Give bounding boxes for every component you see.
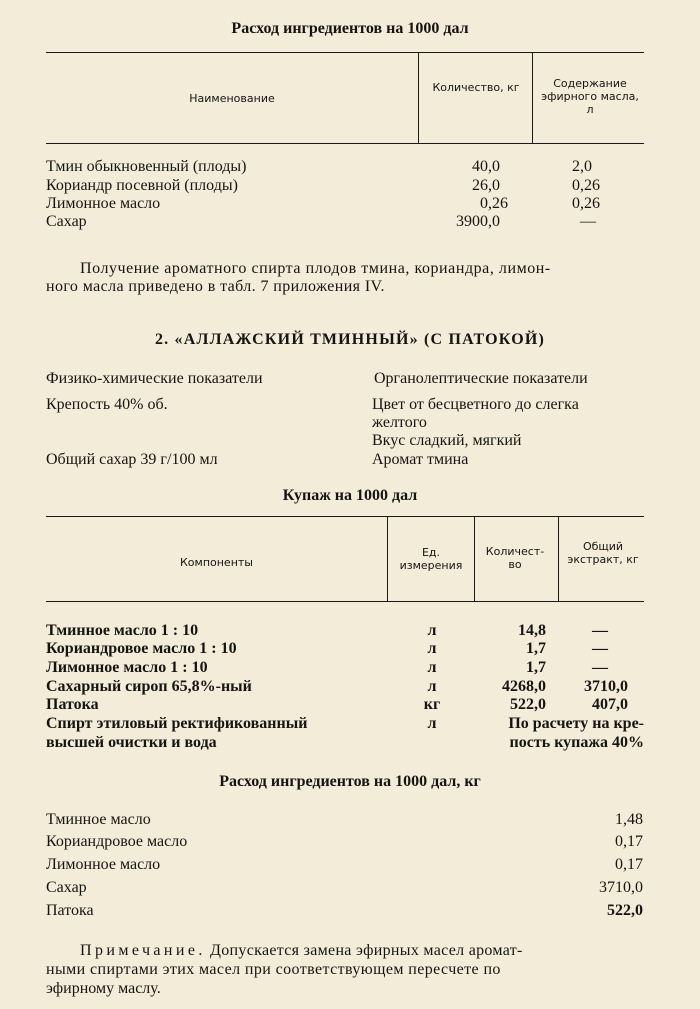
table3-cell-value: 522,0	[607, 902, 643, 919]
strength-value: Крепость 40% об.	[46, 396, 168, 413]
table1-cell-qty: 26,0	[472, 177, 500, 194]
table2-cell-extract: —	[592, 640, 608, 657]
table1-cell-name: Тмин обыкновенный (плоды)	[46, 158, 247, 175]
table2-cell-unit: л	[427, 659, 437, 676]
table1-cell-qty: 40,0	[472, 158, 500, 175]
table3-cell-value: 0,17	[615, 833, 643, 850]
table2-header-unit: Ед. измерения	[399, 546, 463, 572]
table2-cell-unit: кг	[423, 696, 441, 713]
table1-cell-qty: 3900,0	[456, 213, 500, 230]
table1-header-rule	[46, 143, 644, 144]
table2-cell-qty: 1,7	[526, 640, 546, 657]
table1-header-qty: Количество, кг	[432, 81, 520, 94]
table1-cell-oil: 0,26	[572, 195, 600, 212]
table2-cell-extract: 407,0	[592, 696, 628, 713]
table1-cell-oil: 0,26	[572, 177, 600, 194]
note-line	[80, 942, 523, 960]
table2-cell-value-cont: пость купажа 40%	[509, 734, 644, 751]
table2-cell-name: Сахарный сироп 65,8%-ный	[46, 678, 252, 695]
taste-desc: Вкус сладкий, мягкий	[372, 432, 522, 449]
table3-cell-name: Сахар	[46, 879, 87, 896]
table1-cell-qty: 0,26	[480, 195, 508, 212]
table3-cell-name: Кориандровое масло	[46, 833, 188, 850]
table2-cell-name: Тминное масло 1 : 10	[46, 622, 199, 639]
table1-header-name: Наименование	[189, 92, 275, 105]
table3-cell-value: 0,17	[615, 856, 643, 873]
note-line: ными спиртами этих масел при соответствующем пересчете по	[46, 961, 501, 978]
table2-col-divider	[558, 516, 559, 602]
aroma-desc: Аромат тмина	[372, 451, 469, 468]
table2-cell-unit: л	[427, 678, 437, 695]
table2-cell-qty: 4268,0	[502, 678, 546, 695]
table1-header-oil: Содержание эфирного масла, л	[541, 77, 639, 116]
table2-header-qty: Количест- во	[485, 545, 545, 571]
table2-cell-qty: 14,8	[518, 622, 546, 639]
table2-cell-unit: л	[427, 715, 437, 732]
table1-cell-oil: 2,0	[572, 158, 592, 175]
table1-col-divider	[532, 52, 533, 144]
physchem-heading: Физико-химические показатели	[46, 370, 263, 387]
table1-cell-oil: —	[580, 213, 596, 230]
table3-cell-value: 3710,0	[599, 879, 643, 896]
sugar-value: Общий сахар 39 г/100 мл	[46, 451, 218, 468]
table1-cell-name: Сахар	[46, 213, 87, 230]
table3-cell-name: Лимонное масло	[46, 856, 161, 873]
table2-col-divider	[387, 516, 388, 602]
table1-cell-name: Лимонное масло	[46, 195, 161, 212]
color-desc-cont: желтого	[372, 414, 427, 431]
paragraph-line: ного масла приведено в табл. 7 приложения IV.	[46, 278, 385, 295]
note-text: Допускается замена эфирных масел аромат-	[205, 942, 523, 959]
table2-cell-unit: л	[427, 640, 437, 657]
table1-cell-name: Кориандр посевной (плоды)	[46, 177, 238, 194]
table2-cell-extract: —	[592, 622, 608, 639]
table2-top-rule	[46, 516, 644, 517]
table2-cell-extract: 3710,0	[584, 678, 628, 695]
table2-cell-name-cont: высшей очистки и вода	[46, 734, 217, 751]
table3-cell-name: Патока	[46, 902, 94, 919]
table1-title: Расход ингредиентов на 1000 дал	[231, 20, 469, 37]
table2-cell-qty: 522,0	[510, 696, 546, 713]
table2-cell-name: Спирт этиловый ректификованный	[46, 715, 308, 732]
table3-cell-name: Тминное масло	[46, 811, 151, 828]
table2-cell-unit: л	[427, 622, 437, 639]
section-title: 2. «АЛЛАЖСКИЙ ТМИННЫЙ» (С ПАТОКОЙ)	[154, 331, 546, 348]
table3-cell-value: 1,48	[615, 811, 643, 828]
table2-header-component: Компоненты	[179, 556, 253, 569]
note-label: Примечание.	[80, 942, 206, 959]
table3-title: Расход ингредиентов на 1000 дал, кг	[219, 773, 481, 790]
table2-cell-name: Патока	[46, 696, 99, 713]
table2-header-extract: Общий экстракт, кг	[567, 540, 639, 566]
table2-cell-name: Лимонное масло 1 : 10	[46, 659, 208, 676]
table2-cell-qty: 1,7	[526, 659, 546, 676]
table2-cell-extract: —	[592, 659, 608, 676]
color-desc: Цвет от бесцветного до слегка	[372, 396, 579, 413]
paragraph-line: Получение ароматного спирта плодов тмина, кориандра, лимон-	[80, 260, 551, 277]
table1-top-rule	[46, 52, 644, 53]
table2-cell-value: По расчету на кре-	[508, 715, 644, 732]
table2-cell-name: Кориандровое масло 1 : 10	[46, 640, 237, 657]
table2-col-divider	[474, 516, 475, 602]
note-line: эфирному маслу.	[46, 980, 161, 997]
table2-title: Купаж на 1000 дал	[282, 487, 418, 504]
table1-col-divider	[418, 52, 419, 144]
table2-header-rule	[46, 601, 644, 602]
organoleptic-heading: Органолептические показатели	[374, 370, 588, 387]
